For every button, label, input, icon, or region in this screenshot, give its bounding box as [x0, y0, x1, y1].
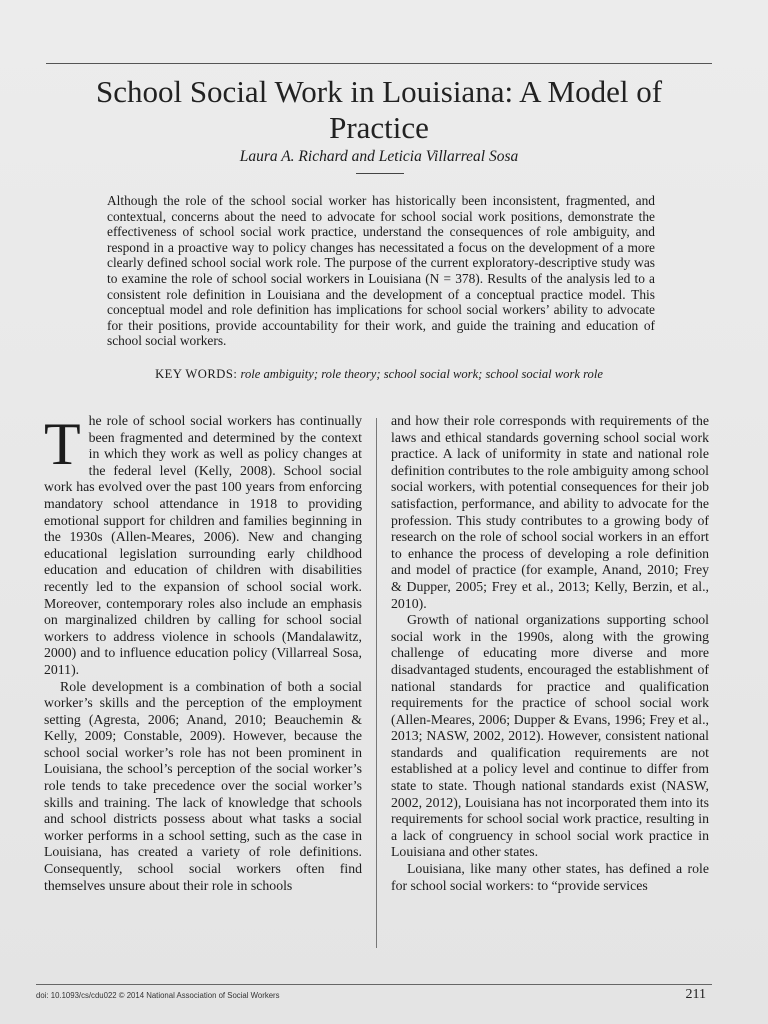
paragraph: Role development is a combination of both a social worker’s skills and the perception of the employment setting (Agresta, 2006; Anand, 2010; Beauchemin & Kelly, 2009; Constable, 2009). However, because the school social worker’s role has not been prominent in Louisiana, the school’s perception of the social worker’s role tends to take precedence over the social worker’s skills and training. The lack of knowledge that schools and school districts possess about what tasks a social worker performs in a school setting, such as the case in Louisiana, has created a variety of role definitions. Consequently, school social workers often find themselves unsure about their role in schools: [44, 678, 362, 893]
article-title: School Social Work in Louisiana: A Model of Practice: [95, 74, 663, 145]
keywords-label: KEY WORDS:: [155, 367, 238, 381]
keywords-terms: role ambiguity; role theory; school social work; school social work role: [240, 367, 603, 381]
article-authors: Laura A. Richard and Leticia Villarreal Sosa: [239, 148, 519, 165]
paragraph-text: he role of school social workers has continually been fragmented and determined by the context in which they work as well as policy changes at the federal level (Kelly, 2008). School social work has evolved over the past 100 years from enforcing mandatory school attendance in 1918 to providing emotional support for children and families beginning in the 1930s (Allen-Meares, 2006). New and changing educational legislation surrounding early childhood education and education of children with disabilities recently led to the expansion of school social work. Moreover, contemporary roles also include an emphasis on marginalized children by calling for school social workers to address violence in schools (Mandalawitz, 2000) and to influence education policy (Villarreal Sosa, 2011).: [44, 413, 362, 677]
title-divider: [356, 173, 404, 174]
paragraph: and how their role corresponds with requirements of the laws and ethical standards governing school social work practice. A lack of uniformity in state and national role definition contributes to the role ambiguity among school social workers, with potential consequences for their job satisfaction, performance, and ability to advocate for the profession. This study contributes to a growing body of research on the role of school social workers in an effort to enhance the process of developing a role definition and model of practice (for example, Anand, 2010; Frey & Dupper, 2005; Frey et al., 2013; Kelly, Berzin, et al., 2010).: [391, 413, 709, 611]
drop-cap: T: [44, 411, 81, 477]
keywords: [46, 367, 712, 382]
paragraph: [44, 413, 362, 679]
paragraph: Louisiana, like many other states, has defined a role for school social workers: to “provide services: [391, 861, 709, 893]
footer-rule: [36, 984, 712, 985]
abstract: Although the role of the school social worker has historically been inconsistent, fragmented, and contextual, concerns about the need to advocate for school social work positions, demonstrate the effectiveness of school social work practice, understand the consequences of role ambiguity, and respond in a proactive way to policy changes has necessitated a focus on the development of a more clearly defined school social work role. The purpose of the current exploratory-descriptive study was to examine the role of school social workers in Louisiana (N = 378). Results of the analysis led to a consistent role definition in Louisiana and the development of a conceptual practice model. This conceptual model and role definition has implications for school social workers’ ability to advocate for their positions, provide accountability for their work, and guide the training and education of school social workers.: [107, 193, 655, 349]
footer-citation: doi: 10.1093/cs/cdu022 © 2014 National Association of Social Workers: [36, 991, 280, 1000]
page-number: 211: [685, 987, 706, 1002]
header-rule: [46, 63, 712, 64]
column-divider: [376, 418, 377, 948]
body-column-right: [391, 413, 709, 894]
paragraph: Growth of national organizations supporting school social work in the 1990s, along with the growing challenge of educating more diverse and more disadvantaged students, encouraged the establishment of national standards for practice and qualification requirements for the practice of school social work (Allen-Meares, 2006; Dupper & Evans, 1996; Frey et al., 2013; NASW, 2002, 2012). However, consistent national standards and qualification requirements are not established at a policy level and continue to differ from state to state. Though national standards exist (NASW, 2002, 2012), Louisiana has not incorporated them into its requirements for school social work practice, resulting in a lack of congruency in school social work practice in Louisiana and other states.: [391, 612, 709, 860]
body-column-left: [44, 413, 362, 894]
